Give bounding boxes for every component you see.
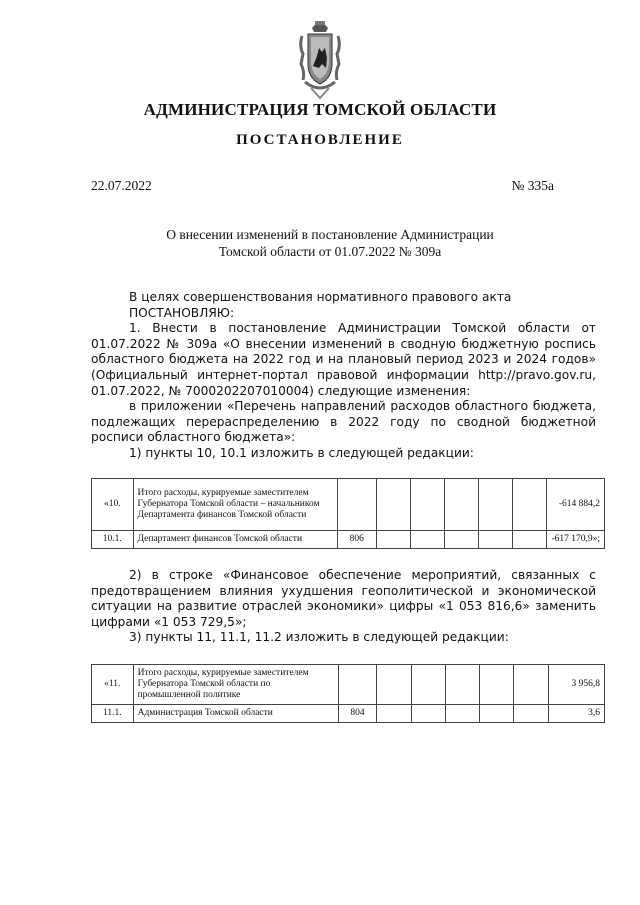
paragraph-subitem-3: 3) пункты 11, 11.1, 11.2 изложить в следующей редакции: [129, 630, 509, 645]
row-name: Департамент финансов Томской области [133, 531, 337, 549]
paragraph-subitem-2: 2) в строке «Финансовое обеспечение мероприятий, связанных с предотвращением влияния ухудшения геополитической и экономической ситуации на развитие отраслей экономики» цифры «1 053 816,6» заменить цифрами «1 053 729,5»; [91, 568, 596, 629]
row-number: «11. [92, 665, 134, 705]
subject-line-1: О внесении изменений в постановление Администрации [166, 227, 494, 242]
document-type: ПОСТАНОВЛЕНИЕ [236, 132, 404, 148]
document-date: 22.07.2022 [91, 178, 152, 193]
row-code: 804 [338, 705, 377, 723]
paragraph-preamble: В целях совершенствования нормативного правового акта [129, 290, 512, 304]
organization-title: АДМИНИСТРАЦИЯ ТОМСКОЙ ОБЛАСТИ [143, 100, 497, 119]
table-row [92, 705, 605, 723]
subject-line-2: Томской области от 01.07.2022 № 309а [218, 244, 442, 259]
row-number: 11.1. [92, 705, 134, 723]
row-number: «10. [92, 479, 134, 531]
document-number: № 335а [511, 178, 554, 193]
document-subject [120, 226, 540, 260]
row-name: Администрация Томской области [133, 705, 338, 723]
coat-of-arms-icon [297, 18, 343, 100]
row-code: 806 [338, 531, 377, 549]
row-code [338, 665, 377, 705]
table-row [92, 665, 605, 705]
row-name: Итого расходы, курируемые заместителем Губернатора Томской области – начальником Департамента финансов Томской области [133, 479, 337, 531]
paragraph-resolve: ПОСТАНОВЛЯЮ: [129, 305, 235, 320]
document-body [91, 290, 596, 462]
table-row [92, 479, 605, 531]
table-items-11 [91, 664, 605, 723]
table-row [92, 531, 605, 549]
paragraph-item-1: 1. Внести в постановление Администрации Томской области от 01.07.2022 № 309а «О внесении изменений в сводную бюджетную роспись областного бюджета на 2022 год и на плановый период 2023 и 2024 годов» (Официальный интернет-портал правовой информации http://pravo.gov.ru, 01.07.2022, № 7000202207010004) следующие изменения: [91, 321, 596, 398]
row-value: 3 956,8 [548, 665, 605, 705]
row-value: -614 884,2 [547, 479, 605, 531]
paragraph-subitem-1: 1) пункты 10, 10.1 изложить в следующей редакции: [129, 445, 474, 460]
row-code [338, 479, 377, 531]
row-value: 3,6 [548, 705, 605, 723]
row-number: 10.1. [92, 531, 134, 549]
paragraph-appendix: в приложении «Перечень направлений расходов областного бюджета, подлежащих перераспределению в 2022 году по сводной бюджетной росписи областного бюджета»: [91, 399, 596, 445]
table-items-10 [91, 478, 605, 549]
document-body-continued [91, 568, 596, 646]
row-name: Итого расходы, курируемые заместителем Губернатора Томской области по промышленной политике [133, 665, 338, 705]
row-value: -617 170,9»; [547, 531, 605, 549]
